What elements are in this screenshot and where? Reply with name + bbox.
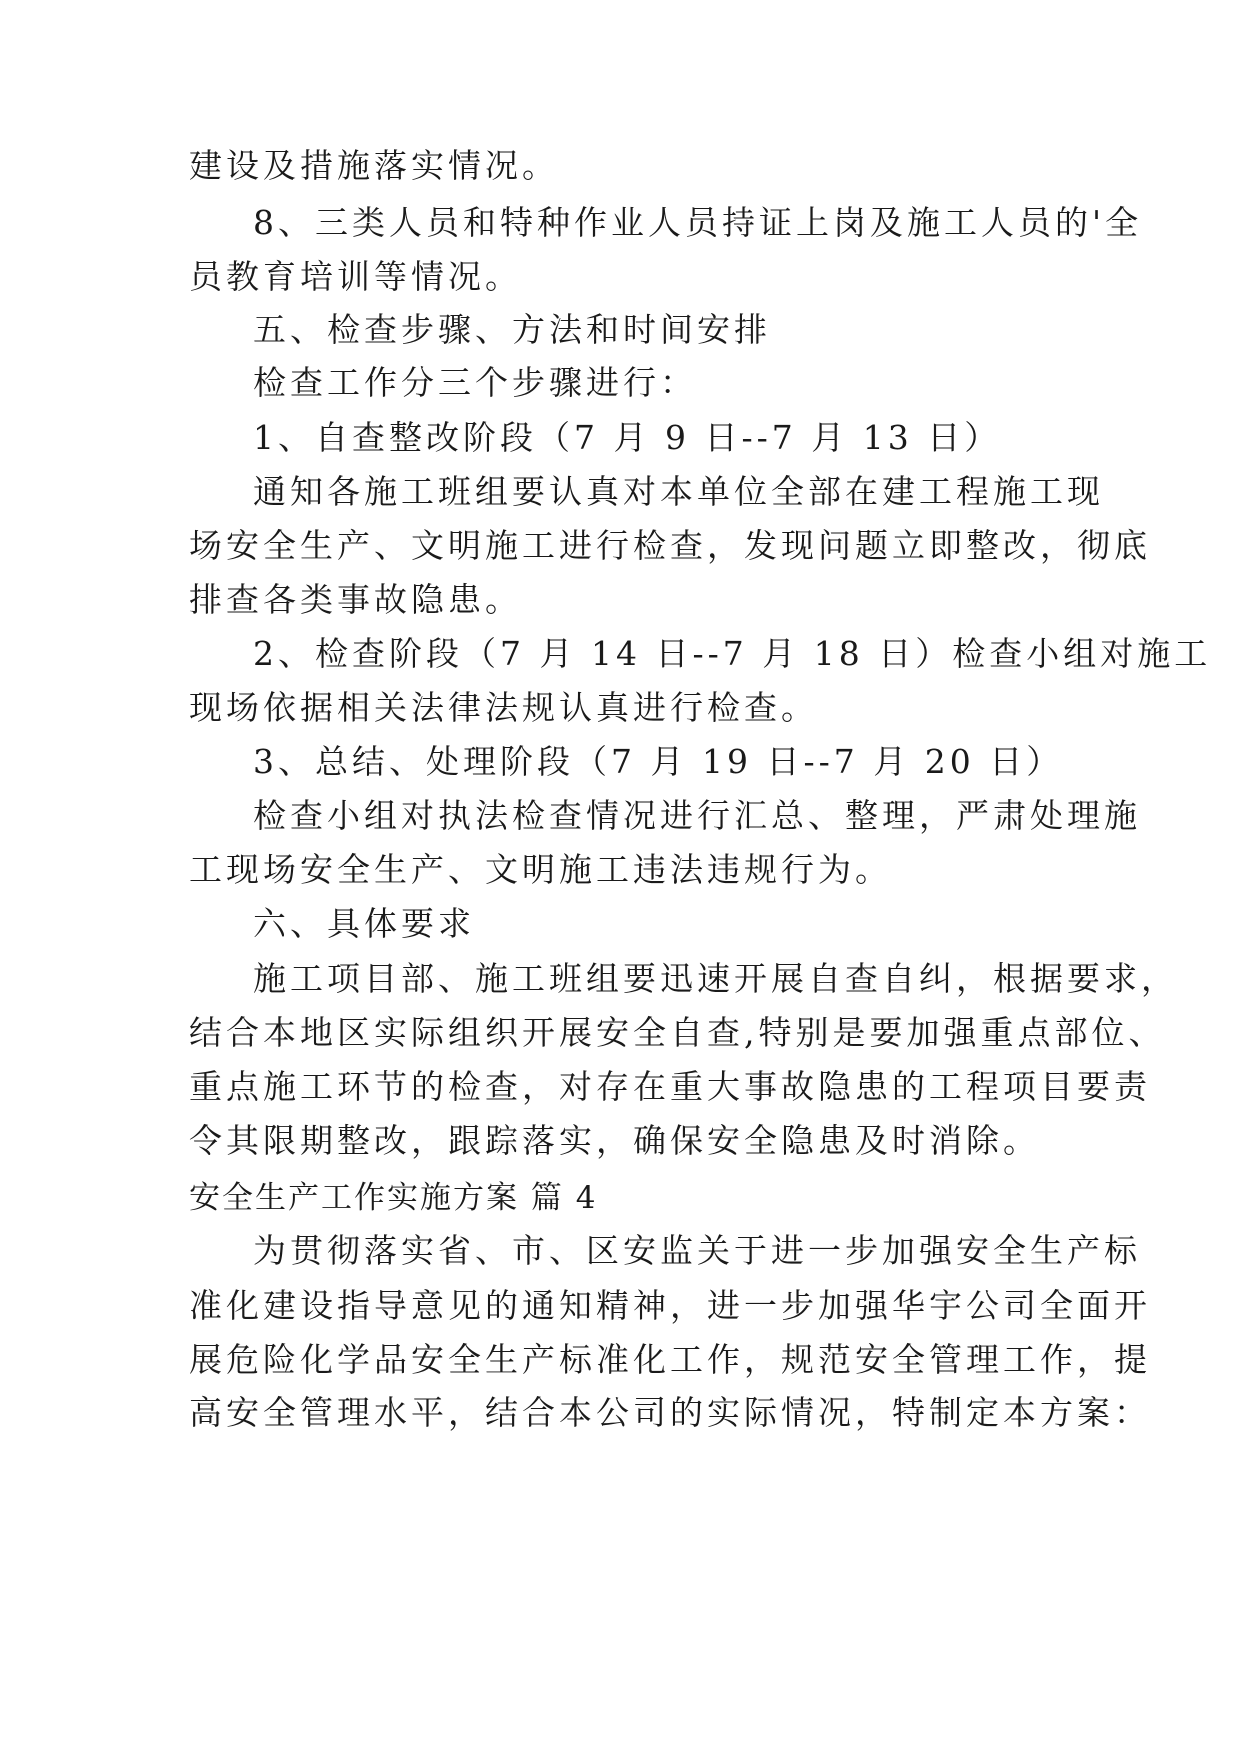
- paragraph-line: 场安全生产、文明施工进行检查，发现问题立即整改，彻底: [189, 526, 1151, 565]
- paragraph-line: 建设及措施落实情况。: [189, 146, 559, 185]
- step-heading: 3、总结、处理阶段（7 月 19 日--7 月 20 日）: [253, 742, 1064, 781]
- paragraph-line: 8、三类人员和特种作业人员持证上岗及施工人员的'全: [253, 203, 1143, 242]
- paragraph-line: 展危险化学品安全生产标准化工作，规范安全管理工作，提: [189, 1340, 1151, 1379]
- paragraph-line: 检查工作分三个步骤进行：: [253, 363, 697, 402]
- paragraph-line: 排查各类事故隐患。: [189, 580, 522, 619]
- paragraph-line: 工现场安全生产、文明施工违法违规行为。: [189, 850, 892, 889]
- paragraph-line: 准化建设指导意见的通知精神，进一步加强华宇公司全面开: [189, 1286, 1151, 1325]
- section-heading: 六、具体要求: [253, 904, 475, 943]
- step-heading: 1、自查整改阶段（7 月 9 日--7 月 13 日）: [253, 418, 1002, 457]
- section-heading: 五、检查步骤、方法和时间安排: [253, 310, 771, 349]
- paragraph-line: 重点施工环节的检查，对存在重大事故隐患的工程项目要责: [189, 1067, 1151, 1106]
- paragraph-line: 现场依据相关法律法规认真进行检查。: [189, 688, 818, 727]
- paragraph-line: 为贯彻落实省、市、区安监关于进一步加强安全生产标: [253, 1231, 1141, 1270]
- paragraph-line: 员教育培训等情况。: [189, 257, 522, 296]
- paragraph-line: 施工项目部、施工班组要迅速开展自查自纠，根据要求，: [253, 959, 1178, 998]
- paragraph-line: 通知各施工班组要认真对本单位全部在建工程施工现: [253, 472, 1104, 511]
- article-title: 安全生产工作实施方案 篇 4: [189, 1180, 598, 1216]
- step-heading: 2、检查阶段（7 月 14 日--7 月 18 日）检查小组对施工: [253, 634, 1212, 673]
- paragraph-line: 高安全管理水平，结合本公司的实际情况，特制定本方案：: [189, 1393, 1151, 1432]
- paragraph-line: 令其限期整改，跟踪落实，确保安全隐患及时消除。: [189, 1121, 1040, 1160]
- paragraph-line: 检查小组对执法检查情况进行汇总、整理，严肃处理施: [253, 796, 1141, 835]
- paragraph-line: 结合本地区实际组织开展安全自查,特别是要加强重点部位、: [189, 1013, 1166, 1052]
